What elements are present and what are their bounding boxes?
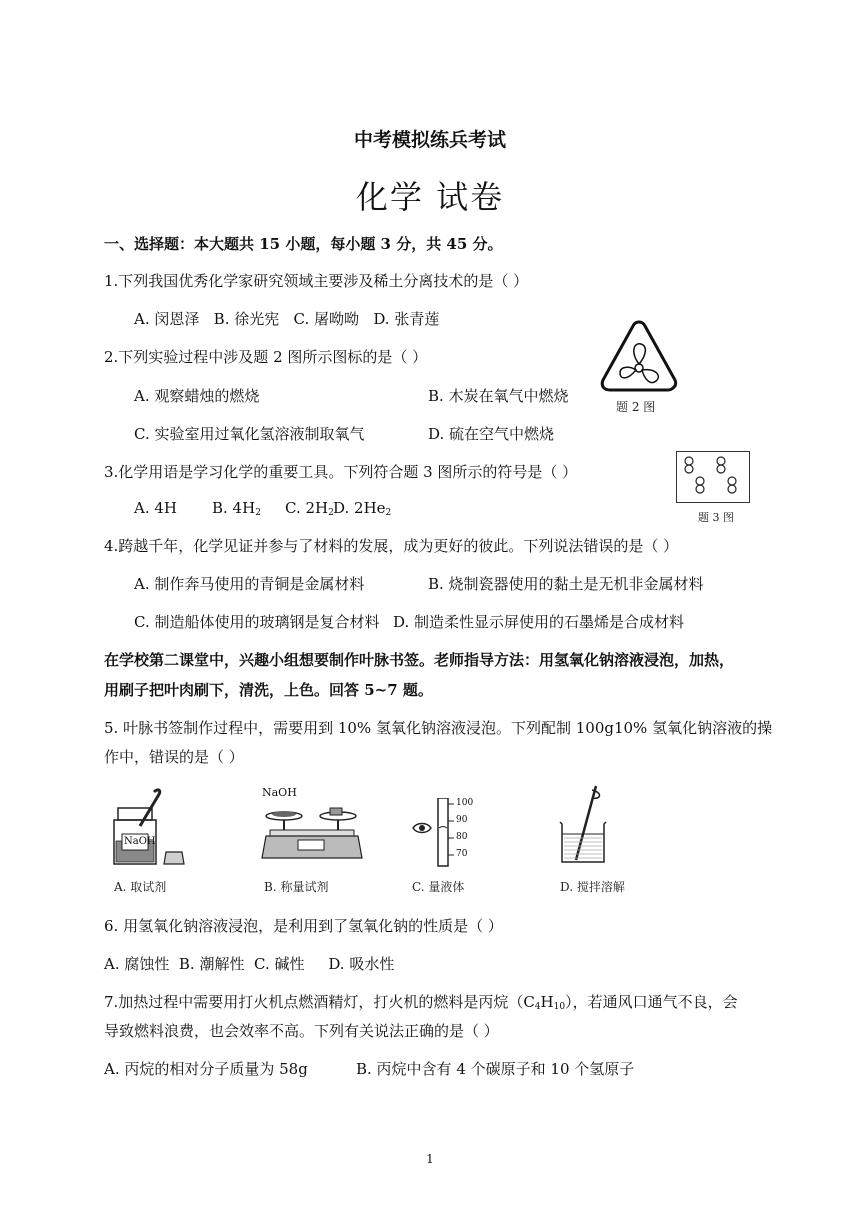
q3-option-b-subscript: 2 — [255, 508, 261, 518]
reagent-bottle-illustration — [106, 786, 196, 866]
q3-option-c — [285, 499, 334, 518]
q4-stem: 4.跨越千年，化学见证并参与了材料的发展，成为更好的彼此。下列说法错误的是（ ） — [104, 537, 679, 555]
context-line-2: 用刷子把叶肉刷下，清洗，上色。回答 5~7 题。 — [104, 681, 433, 699]
exam-title: 化学 试卷 — [355, 178, 505, 216]
q3-option-d — [333, 499, 391, 518]
q2-figure — [598, 318, 680, 416]
q5-figure-a — [106, 786, 196, 898]
q5-stem-line-2: 作中，错误的是（ ） — [104, 748, 244, 766]
q3-option-c-subscript: 2 — [328, 508, 334, 518]
q1-options: A. 闵恩泽 B. 徐光宪 C. 屠呦呦 D. 张青莲 — [134, 310, 440, 328]
section-heading: 一、选择题：本大题共 15 小题，每小题 3 分，共 45 分。 — [104, 235, 503, 253]
q7-subscript-10: 10 — [553, 1002, 566, 1012]
q5-figure-d — [556, 782, 636, 898]
q5-figure-c — [408, 796, 478, 898]
q4-option-d: D. 制造柔性显示屏使用的石墨烯是合成材料 — [393, 613, 685, 631]
ventilation-fan-icon — [598, 318, 680, 396]
q5-figure-a-label: NaOH — [124, 836, 156, 847]
q4-option-b: B. 烧制瓷器使用的黏土是无机非金属材料 — [428, 575, 704, 593]
q3-option-d-text: D. 2He — [333, 499, 386, 517]
q6-options: A. 腐蚀性 B. 潮解性 C. 碱性 D. 吸水性 — [104, 955, 395, 973]
q5-figure-b-label: NaOH — [262, 786, 297, 799]
q2-figure-caption: 题 2 图 — [616, 400, 656, 414]
page-number: 1 — [426, 1152, 434, 1166]
tick-label-70: 70 — [456, 849, 468, 859]
q3-option-a: A. 4H — [134, 499, 177, 517]
q7-option-a: A. 丙烷的相对分子质量为 58g — [104, 1060, 308, 1078]
q7-line1-post: ），若通风口通气不良，会 — [565, 993, 738, 1011]
eye-icon — [412, 822, 432, 834]
q3-option-d-subscript: 2 — [385, 508, 392, 518]
tick-label-80: 80 — [456, 832, 468, 842]
q3-figure-caption: 题 3 图 — [698, 511, 734, 524]
q7-stem-line-1 — [104, 991, 738, 1012]
q2-option-d: D. 硫在空气中燃烧 — [428, 425, 555, 443]
q7-line1-pre: 7.加热过程中需要用打火机点燃酒精灯，打火机的燃料是丙烷（C — [104, 993, 535, 1011]
molecule-diagram — [676, 451, 750, 507]
q5-figure-d-caption: D. 搅拌溶解 — [560, 880, 625, 894]
q2-option-c: C. 实验室用过氧化氢溶液制取氧气 — [134, 425, 365, 443]
q7-option-b: B. 丙烷中含有 4 个碳原子和 10 个氢原子 — [356, 1060, 635, 1078]
q2-option-a: A. 观察蜡烛的燃烧 — [134, 387, 260, 405]
q4-option-c: C. 制造船体使用的玻璃钢是复合材料 — [134, 613, 380, 631]
q3-option-b — [212, 499, 261, 518]
q7-subscript-4: 4 — [534, 1002, 541, 1012]
q6-stem: 6. 用氢氧化钠溶液浸泡，是利用到了氢氧化钠的性质是（ ） — [104, 917, 503, 935]
q5-stem-line-1: 5. 叶脉书签制作过程中，需要用到 10% 氢氧化钠溶液浸泡。下列配制 100g10% 氢氧化钠溶液的操 — [104, 719, 773, 737]
q3-option-c-text: C. 2H — [285, 499, 329, 517]
q7-line1-h: H — [540, 993, 554, 1011]
q5-figure-c-caption: C. 量液体 — [412, 880, 465, 894]
q3-option-b-text: B. 4H — [212, 499, 256, 517]
q5-figure-b-caption: B. 称量试剂 — [264, 880, 329, 894]
q5-figure-b — [258, 786, 368, 898]
beaker-illustration — [556, 782, 616, 866]
graduated-cylinder — [434, 798, 474, 868]
q3-stem: 3.化学用语是学习化学的重要工具。下列符合题 3 图所示的符号是（ ） — [104, 463, 578, 481]
q2-option-b: B. 木炭在氧气中燃烧 — [428, 387, 569, 405]
context-line-1: 在学校第二课堂中，兴趣小组想要制作叶脉书签。老师指导方法：用氢氧化钠溶液浸泡，加热， — [104, 651, 735, 669]
q1-stem: 1.下列我国优秀化学家研究领域主要涉及稀土分离技术的是（ ） — [104, 272, 529, 290]
q5-figure-a-caption: A. 取试剂 — [114, 880, 167, 894]
q4-option-a: A. 制作奔马使用的青铜是金属材料 — [134, 575, 365, 593]
q2-stem: 2.下列实验过程中涉及题 2 图所示图标的是（ ） — [104, 348, 428, 366]
tick-label-90: 90 — [456, 815, 468, 825]
exam-subtitle: 中考模拟练兵考试 — [353, 129, 506, 151]
q7-stem-line-2: 导致燃料浪费，也会效率不高。下列有关说法正确的是（ ） — [104, 1022, 499, 1040]
tick-label-100: 100 — [456, 798, 474, 808]
q3-figure — [676, 451, 750, 525]
